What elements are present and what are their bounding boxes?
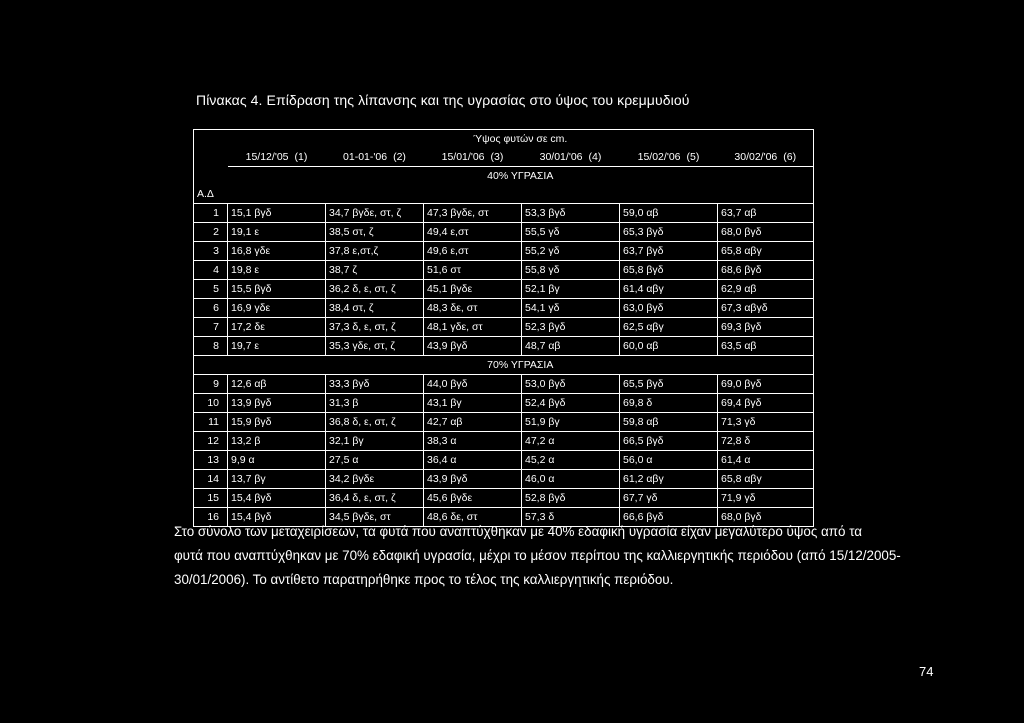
table-cell: 71,9 γδ	[718, 489, 814, 508]
row-number: 15	[194, 489, 228, 508]
table-cell: 12,6 αβ	[228, 375, 326, 394]
section-70-header	[194, 356, 814, 375]
date-header-1	[228, 148, 326, 167]
table-cell: 52,4 βγδ	[522, 394, 620, 413]
date-number: (6)	[783, 151, 797, 163]
date-value: 01-01-'06	[343, 151, 388, 163]
date-number: (1)	[294, 151, 308, 163]
table-cell: 53,0 βγδ	[522, 375, 620, 394]
table-row	[194, 242, 814, 261]
table-cell: 38,5 στ, ζ	[326, 223, 424, 242]
table-row	[194, 318, 814, 337]
paragraph-line-1: Στο σύνολο των μεταχειρίσεων, τα φυτά που αναπτύχθηκαν με 40% εδαφική υγρασία είχαν μεγαλύτερο ύψος από τα	[174, 524, 863, 539]
main-header: Ύψος φυτών σε cm.	[228, 130, 814, 149]
section-40-header	[194, 167, 814, 186]
body-paragraph	[174, 520, 944, 592]
table-cell: 62,9 αβ	[718, 280, 814, 299]
table-cell: 59,8 αβ	[620, 413, 718, 432]
table-row	[194, 280, 814, 299]
paragraph-line-2: φυτά που αναπτύχθηκαν με 70% εδαφική υγρασία, μέχρι το μέσον περίπου της καλλιεργητικής περιόδου (από 15/12/2005-	[174, 548, 901, 563]
table-cell: 36,4 α	[424, 451, 522, 470]
row-number: 6	[194, 299, 228, 318]
table-cell: 33,3 βγδ	[326, 375, 424, 394]
date-value: 30/02/'06	[734, 151, 778, 163]
table-cell: 32,1 βγ	[326, 432, 424, 451]
table-cell: 38,3 α	[424, 432, 522, 451]
page-number: 74	[919, 664, 934, 679]
table-cell: 47,2 α	[522, 432, 620, 451]
table-cell: 54,1 γδ	[522, 299, 620, 318]
table-cell: 43,9 βγδ	[424, 337, 522, 356]
table-cell: 56,0 α	[620, 451, 718, 470]
table-cell: 48,3 δε, στ	[424, 299, 522, 318]
date-header-4	[522, 148, 620, 167]
table-cell: 71,3 γδ	[718, 413, 814, 432]
table-row	[194, 432, 814, 451]
table-cell: 15,1 βγδ	[228, 204, 326, 223]
row-number: 9	[194, 375, 228, 394]
row-number: 7	[194, 318, 228, 337]
row-number: 2	[194, 223, 228, 242]
table-cell: 13,9 βγδ	[228, 394, 326, 413]
table-cell: 19,8 ε	[228, 261, 326, 280]
table-cell: 51,6 στ	[424, 261, 522, 280]
table-cell: 55,5 γδ	[522, 223, 620, 242]
table-cell: 36,4 δ, ε, στ, ζ	[326, 489, 424, 508]
row-number: 4	[194, 261, 228, 280]
table-row	[194, 261, 814, 280]
table-cell: 67,7 γδ	[620, 489, 718, 508]
table-cell: 49,4 ε,στ	[424, 223, 522, 242]
table-cell: 52,3 βγδ	[522, 318, 620, 337]
table-cell: 61,2 αβγ	[620, 470, 718, 489]
table-cell: 19,7 ε	[228, 337, 326, 356]
table-cell: 62,5 αβγ	[620, 318, 718, 337]
table-cell: 42,7 αβ	[424, 413, 522, 432]
row-number: 14	[194, 470, 228, 489]
section-70-label: 70% ΥΓΡΑΣΙΑ	[228, 356, 814, 375]
table-cell: 66,6 βγδ	[620, 508, 718, 527]
table-cell: 48,1 γδε, στ	[424, 318, 522, 337]
table-row	[194, 223, 814, 242]
table-cell: 35,3 γδε, στ, ζ	[326, 337, 424, 356]
table-cell: 46,0 α	[522, 470, 620, 489]
table-cell: 48,6 δε, στ	[424, 508, 522, 527]
table-cell: 55,8 γδ	[522, 261, 620, 280]
table-cell: 37,3 δ, ε, στ, ζ	[326, 318, 424, 337]
table-cell: 45,1 βγδε	[424, 280, 522, 299]
table-cell: 69,0 βγδ	[718, 375, 814, 394]
ad-header: Α.Δ	[194, 185, 228, 204]
table-cell: 69,3 βγδ	[718, 318, 814, 337]
table-cell: 52,8 βγδ	[522, 489, 620, 508]
date-number: (4)	[588, 151, 602, 163]
table-cell: 44,0 βγδ	[424, 375, 522, 394]
row-number: 16	[194, 508, 228, 527]
table-cell: 72,8 δ	[718, 432, 814, 451]
table-cell: 61,4 α	[718, 451, 814, 470]
table-cell: 36,8 δ, ε, στ, ζ	[326, 413, 424, 432]
table-cell: 37,8 ε,στ,ζ	[326, 242, 424, 261]
table-cell: 17,2 δε	[228, 318, 326, 337]
table-row	[194, 470, 814, 489]
table-cell: 16,9 γδε	[228, 299, 326, 318]
table-cell: 60,0 αβ	[620, 337, 718, 356]
row-number: 10	[194, 394, 228, 413]
date-value: 15/01/'06	[441, 151, 485, 163]
table-cell: 13,2 β	[228, 432, 326, 451]
table-cell: 65,8 βγδ	[620, 261, 718, 280]
table-row	[194, 375, 814, 394]
table-cell: 38,4 στ, ζ	[326, 299, 424, 318]
date-number: (3)	[490, 151, 504, 163]
row-number: 12	[194, 432, 228, 451]
table-cell: 15,4 βγδ	[228, 508, 326, 527]
table-cell: 63,7 βγδ	[620, 242, 718, 261]
table-cell: 63,0 βγδ	[620, 299, 718, 318]
table-row	[194, 337, 814, 356]
table-cell: 52,1 βγ	[522, 280, 620, 299]
table-cell: 36,2 δ, ε, στ, ζ	[326, 280, 424, 299]
row-number: 11	[194, 413, 228, 432]
table-cell: 15,5 βγδ	[228, 280, 326, 299]
table-row	[194, 204, 814, 223]
table-row	[194, 413, 814, 432]
table-cell: 16,8 γδε	[228, 242, 326, 261]
table-row	[194, 394, 814, 413]
row-number: 5	[194, 280, 228, 299]
table-cell: 68,0 βγδ	[718, 223, 814, 242]
table-cell: 45,6 βγδε	[424, 489, 522, 508]
row-number: 3	[194, 242, 228, 261]
table-cell: 51,9 βγ	[522, 413, 620, 432]
table-cell: 15,4 βγδ	[228, 489, 326, 508]
table-cell: 34,7 βγδε, στ, ζ	[326, 204, 424, 223]
table-cell: 31,3 β	[326, 394, 424, 413]
date-header-3	[424, 148, 522, 167]
date-value: 15/02/'06	[637, 151, 681, 163]
table-cell: 65,5 βγδ	[620, 375, 718, 394]
table-cell: 34,5 βγδε, στ	[326, 508, 424, 527]
table-cell: 38,7 ζ	[326, 261, 424, 280]
row-number: 13	[194, 451, 228, 470]
date-number: (2)	[393, 151, 406, 163]
paragraph-line-3: 30/01/2006). Το αντίθετο παρατηρήθηκε προς το τέλος της καλλιεργητικής περιόδου.	[174, 572, 674, 587]
table-cell: 63,5 αβ	[718, 337, 814, 356]
height-table	[193, 129, 814, 527]
row-number: 8	[194, 337, 228, 356]
date-number: (5)	[686, 151, 700, 163]
table-cell: 67,3 αβγδ	[718, 299, 814, 318]
table-cell: 34,2 βγδε	[326, 470, 424, 489]
date-value: 30/01/'06	[539, 151, 583, 163]
table-cell: 15,9 βγδ	[228, 413, 326, 432]
table-cell: 59,0 αβ	[620, 204, 718, 223]
table-title: Πίνακας 4. Επίδραση της λίπανσης και της υγρασίας στο ύψος του κρεμμυδιού	[196, 92, 690, 108]
table-cell: 9,9 α	[228, 451, 326, 470]
table-cell: 63,7 αβ	[718, 204, 814, 223]
table-cell: 61,4 αβγ	[620, 280, 718, 299]
table-cell: 47,3 βγδε, στ	[424, 204, 522, 223]
table-cell: 69,4 βγδ	[718, 394, 814, 413]
row-label-header	[194, 185, 814, 204]
table-cell: 65,8 αβγ	[718, 470, 814, 489]
date-value: 15/12/'05	[245, 151, 289, 163]
table-cell: 66,5 βγδ	[620, 432, 718, 451]
section-40-label: 40% ΥΓΡΑΣΙΑ	[487, 170, 554, 182]
table-cell: 49,6 ε,στ	[424, 242, 522, 261]
date-header-5	[620, 148, 718, 167]
table-row	[194, 451, 814, 470]
table-cell: 55,2 γδ	[522, 242, 620, 261]
table-cell: 43,9 βγδ	[424, 470, 522, 489]
table-cell: 69,8 δ	[620, 394, 718, 413]
table-cell: 68,0 βγδ	[718, 508, 814, 527]
table-cell: 43,1 βγ	[424, 394, 522, 413]
header-row-main	[194, 130, 814, 149]
table-cell: 57,3 δ	[522, 508, 620, 527]
table-cell: 53,3 βγδ	[522, 204, 620, 223]
table-row	[194, 299, 814, 318]
date-header-6	[718, 148, 814, 167]
table-cell: 45,2 α	[522, 451, 620, 470]
table-cell: 13,7 βγ	[228, 470, 326, 489]
table-cell: 19,1 ε	[228, 223, 326, 242]
header-row-dates	[194, 148, 814, 167]
row-number: 1	[194, 204, 228, 223]
table-cell: 48,7 αβ	[522, 337, 620, 356]
table-row	[194, 489, 814, 508]
table-cell: 65,3 βγδ	[620, 223, 718, 242]
date-header-2	[326, 148, 424, 167]
table-cell: 65,8 αβγ	[718, 242, 814, 261]
table-cell: 27,5 α	[326, 451, 424, 470]
table-cell: 68,6 βγδ	[718, 261, 814, 280]
